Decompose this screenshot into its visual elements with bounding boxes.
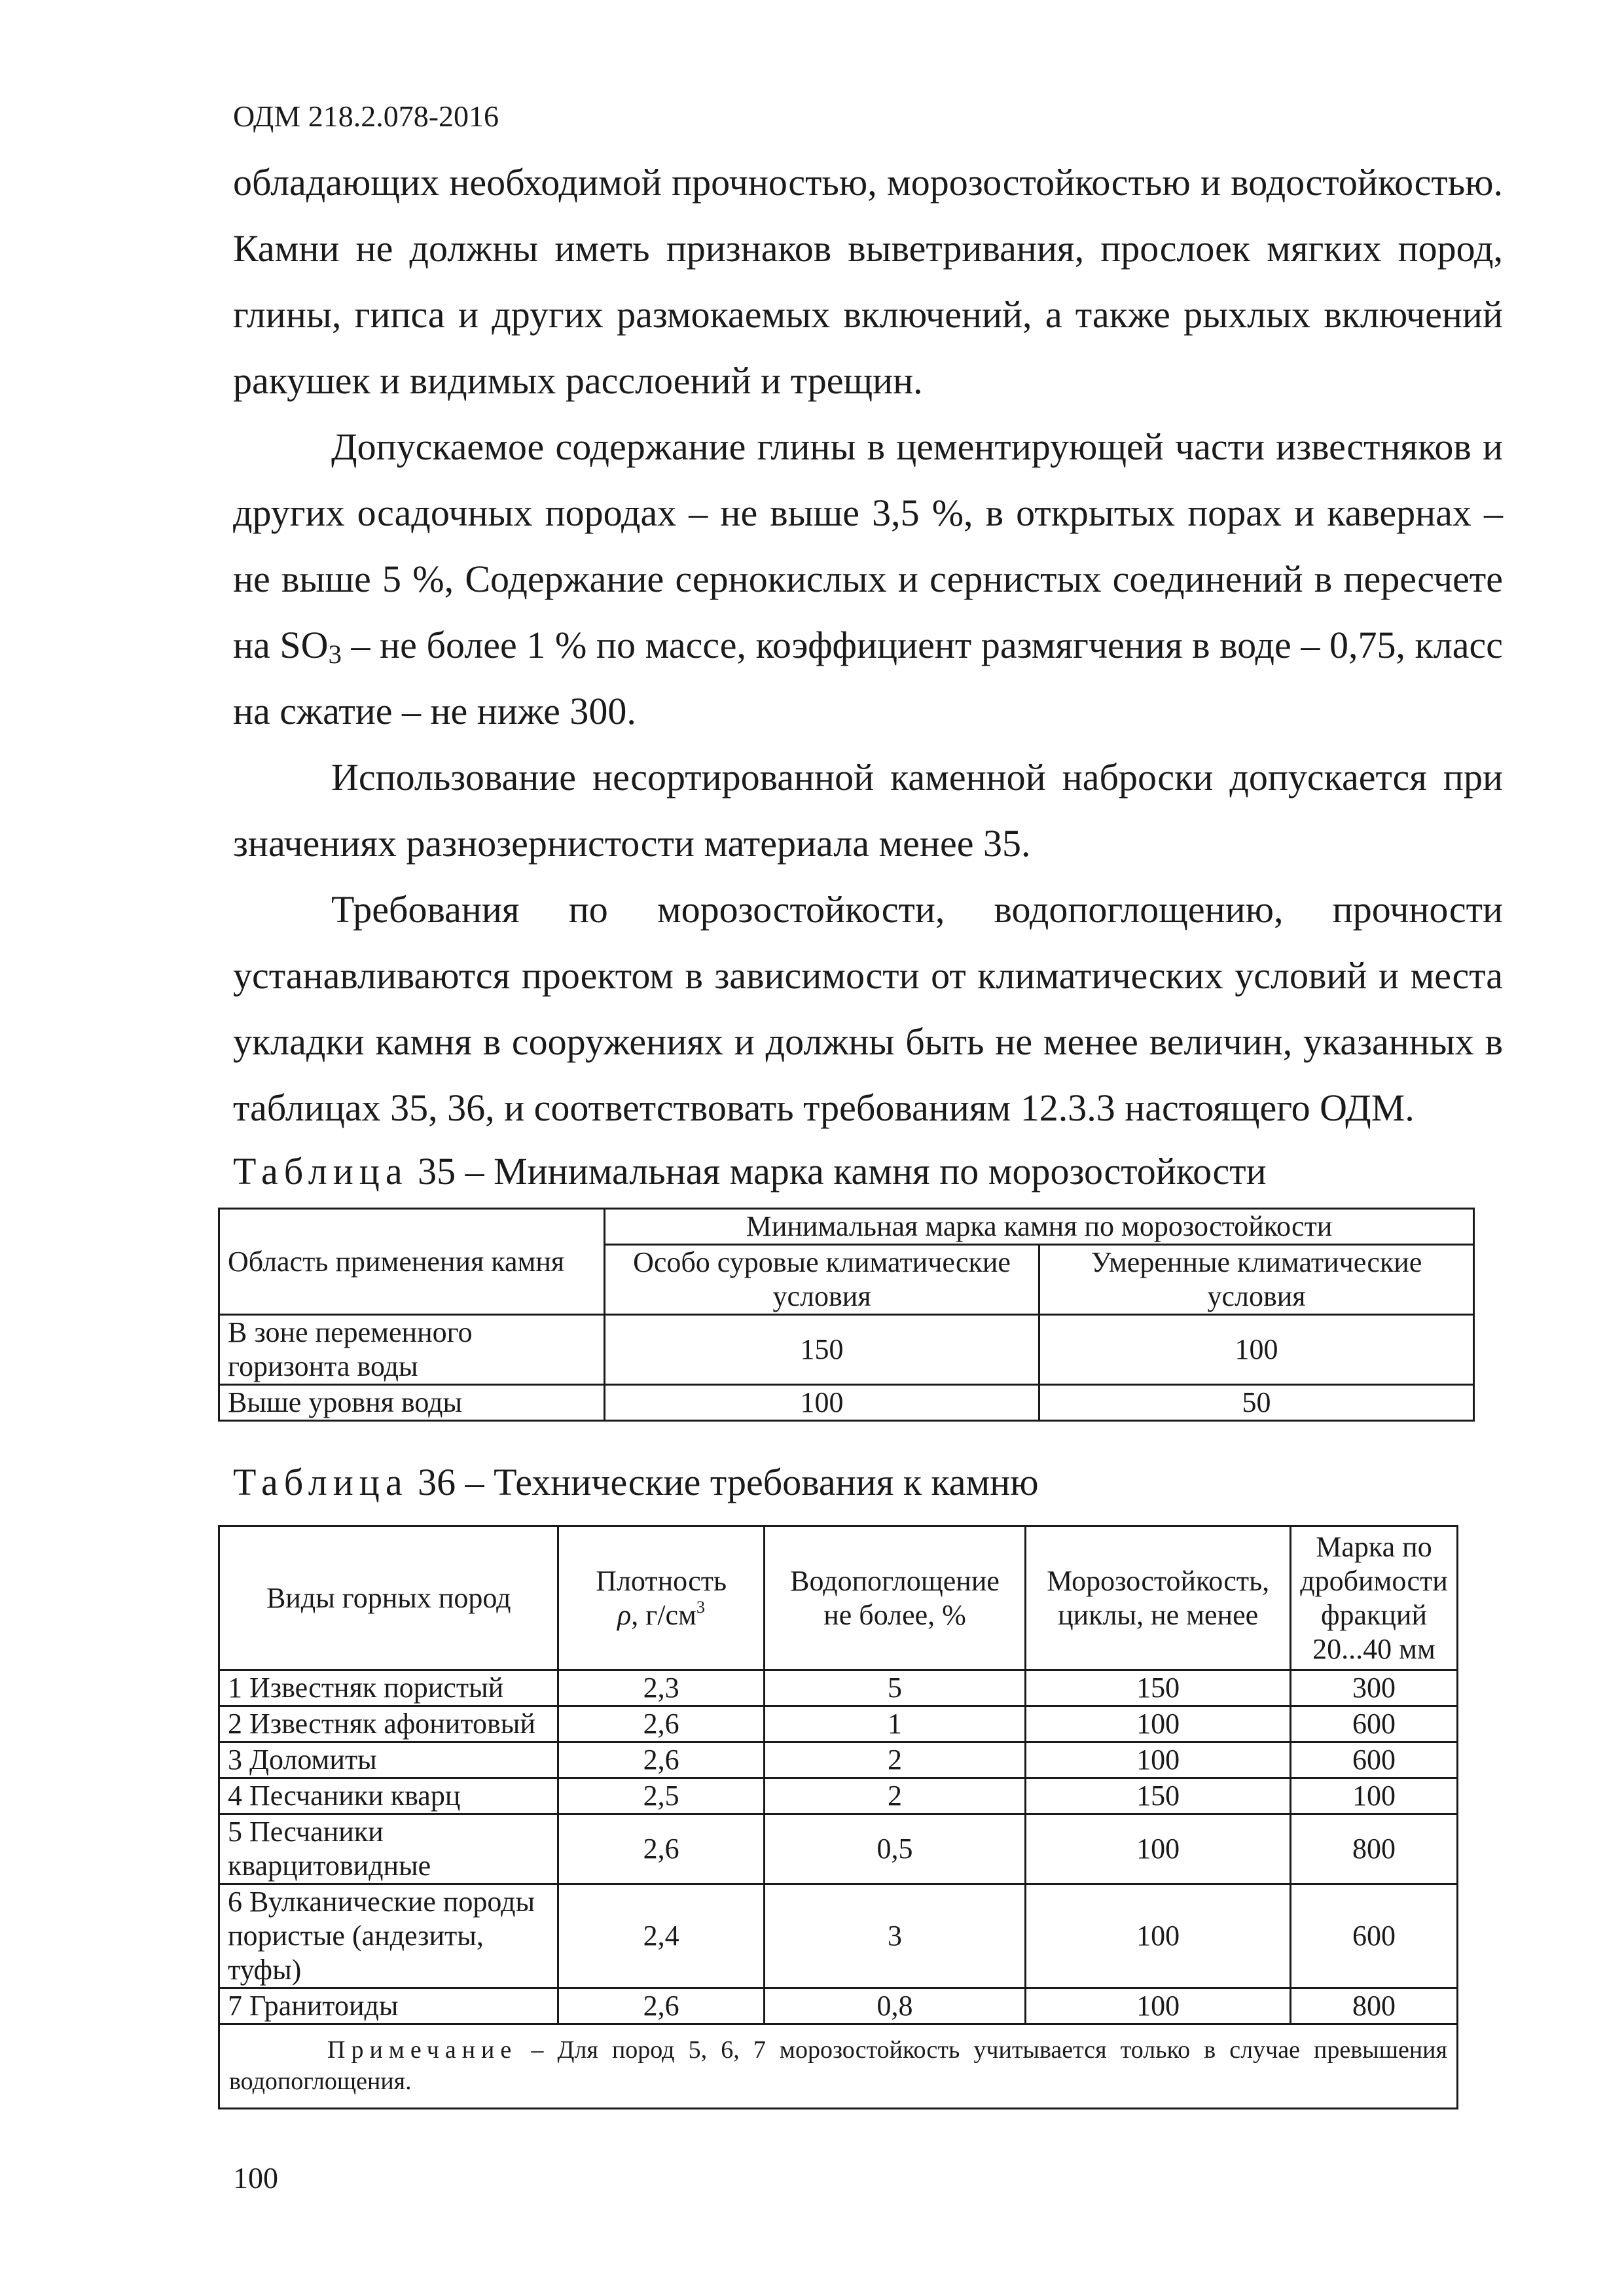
page-number: 100: [233, 2161, 278, 2195]
cell-crush: 800: [1290, 1988, 1457, 2024]
cell-rock: 5 Песчаники кварцитовидные: [219, 1814, 558, 1884]
cell-moderate: 50: [1039, 1385, 1474, 1421]
header-frost-resistance: Морозостойкость, циклы, не менее: [1026, 1526, 1291, 1670]
cell-density: 2,6: [558, 1814, 764, 1884]
table-row: [219, 1706, 1458, 1742]
cell-density: 2,3: [558, 1670, 764, 1706]
header-application-area: Область применения камня: [219, 1209, 605, 1315]
cell-absorption: 3: [764, 1884, 1026, 1988]
header-density: Плотность ρ, $г/см^3$: [558, 1526, 764, 1670]
cell-crush: 300: [1290, 1670, 1457, 1706]
cell-rock: 4 Песчаники кварц: [219, 1778, 558, 1814]
cell-rock: 2 Известняк афонитовый: [219, 1706, 558, 1742]
cell-density: 2,6: [558, 1988, 764, 2024]
cell-absorption: 5: [764, 1670, 1026, 1706]
paragraph-2: Допускаемое содержание глины в цементирующей части известняков и других осадочных породах – не выше 3,5 %, в открытых порах и кавернах – не выше 5 %, Содержание сернокислых и сернистых соединений в пересчете на $SO_3$ – не более 1 % по массе, коэффициент размягчения в воде – 0,75, класс на сжатие – не ниже 300.: [233, 425, 1503, 732]
table-row: [219, 1385, 1474, 1421]
cell-absorption: 0,8: [764, 1988, 1026, 2024]
cell-crush: 800: [1290, 1814, 1457, 1884]
cell-absorption: 1: [764, 1706, 1026, 1742]
cell-frost: 100: [1026, 1884, 1291, 1988]
table-35: [218, 1208, 1475, 1422]
paragraph-3: Использование несортированной каменной наброски допускается при значениях разнозернистости материала менее 35.: [233, 756, 1503, 865]
cell-area: В зоне переменного горизонта воды: [219, 1315, 605, 1385]
cell-frost: 100: [1026, 1706, 1291, 1742]
header-severe-climate: Особо суровые климатические условия: [605, 1245, 1039, 1315]
table-36: [218, 1525, 1458, 2109]
table-row: [219, 1884, 1458, 1988]
cell-area: Выше уровня воды: [219, 1385, 605, 1421]
table-note: Примечание – Для пород 5, 6, 7 морозостойкость учитывается только в случае превышения водопоглощения.: [219, 2024, 1458, 2109]
body-text: [233, 149, 1503, 1141]
cell-severe: 100: [605, 1385, 1039, 1421]
cell-crush: 600: [1290, 1742, 1457, 1778]
table-row: [219, 1670, 1458, 1706]
table-row: [219, 1814, 1458, 1884]
table-36-caption: Таблица 36 – Технические требования к камню: [233, 1461, 1039, 1503]
table-35-caption: Таблица 35 – Минимальная марка камня по морозостойкости: [233, 1150, 1267, 1193]
cell-absorption: 2: [764, 1778, 1026, 1814]
document-code: ОДМ 218.2.078-2016: [233, 99, 499, 133]
table-row: [219, 1315, 1474, 1385]
cell-rock: 7 Гранитоиды: [219, 1988, 558, 2024]
header-moderate-climate: Умеренные климатические условия: [1039, 1245, 1474, 1315]
cell-crush: 100: [1290, 1778, 1457, 1814]
cell-frost: 100: [1026, 1988, 1291, 2024]
cell-frost: 150: [1026, 1778, 1291, 1814]
cell-density: 2,6: [558, 1706, 764, 1742]
table-row: [219, 1778, 1458, 1814]
cell-rock: 1 Известняк пористый: [219, 1670, 558, 1706]
header-crushability-grade: Марка по дробимости фракций 20...40 мм: [1290, 1526, 1457, 1670]
cell-absorption: 2: [764, 1742, 1026, 1778]
cell-crush: 600: [1290, 1706, 1457, 1742]
header-min-frost-grade: Минимальная марка камня по морозостойкости: [605, 1209, 1474, 1245]
cell-absorption: 0,5: [764, 1814, 1026, 1884]
cell-frost: 150: [1026, 1670, 1291, 1706]
cell-rock: 6 Вулканические породы пористые (андезиты, туфы): [219, 1884, 558, 1988]
paragraph-1: обладающих необходимой прочностью, морозостойкостью и водостойкостью. Камни не должны иметь признаков выветривания, прослоек мягких пород, глины, гипса и других размокаемых включений, а также рыхлых включений ракушек и видимых расслоений и трещин.: [233, 161, 1503, 402]
table-note-row: [219, 2024, 1458, 2109]
cell-crush: 600: [1290, 1884, 1457, 1988]
cell-rock: 3 Доломиты: [219, 1742, 558, 1778]
header-rock-type: Виды горных пород: [219, 1526, 558, 1670]
cell-moderate: 100: [1039, 1315, 1474, 1385]
paragraph-4: Требования по морозостойкости, водопоглощению, прочности устанавливаются проектом в зависимости от климатических условий и места укладки камня в сооружениях и должны быть не менее величин, указанных в таблицах 35, 36, и соответствовать требованиям 12.3.3 настоящего ОДМ.: [233, 888, 1503, 1129]
table-row: [219, 1742, 1458, 1778]
cell-density: 2,5: [558, 1778, 764, 1814]
cell-frost: 100: [1026, 1742, 1291, 1778]
header-water-absorption: Водопоглощение не более, %: [764, 1526, 1026, 1670]
table-row: [219, 1988, 1458, 2024]
cell-density: 2,4: [558, 1884, 764, 1988]
cell-density: 2,6: [558, 1742, 764, 1778]
cell-severe: 150: [605, 1315, 1039, 1385]
cell-frost: 100: [1026, 1814, 1291, 1884]
